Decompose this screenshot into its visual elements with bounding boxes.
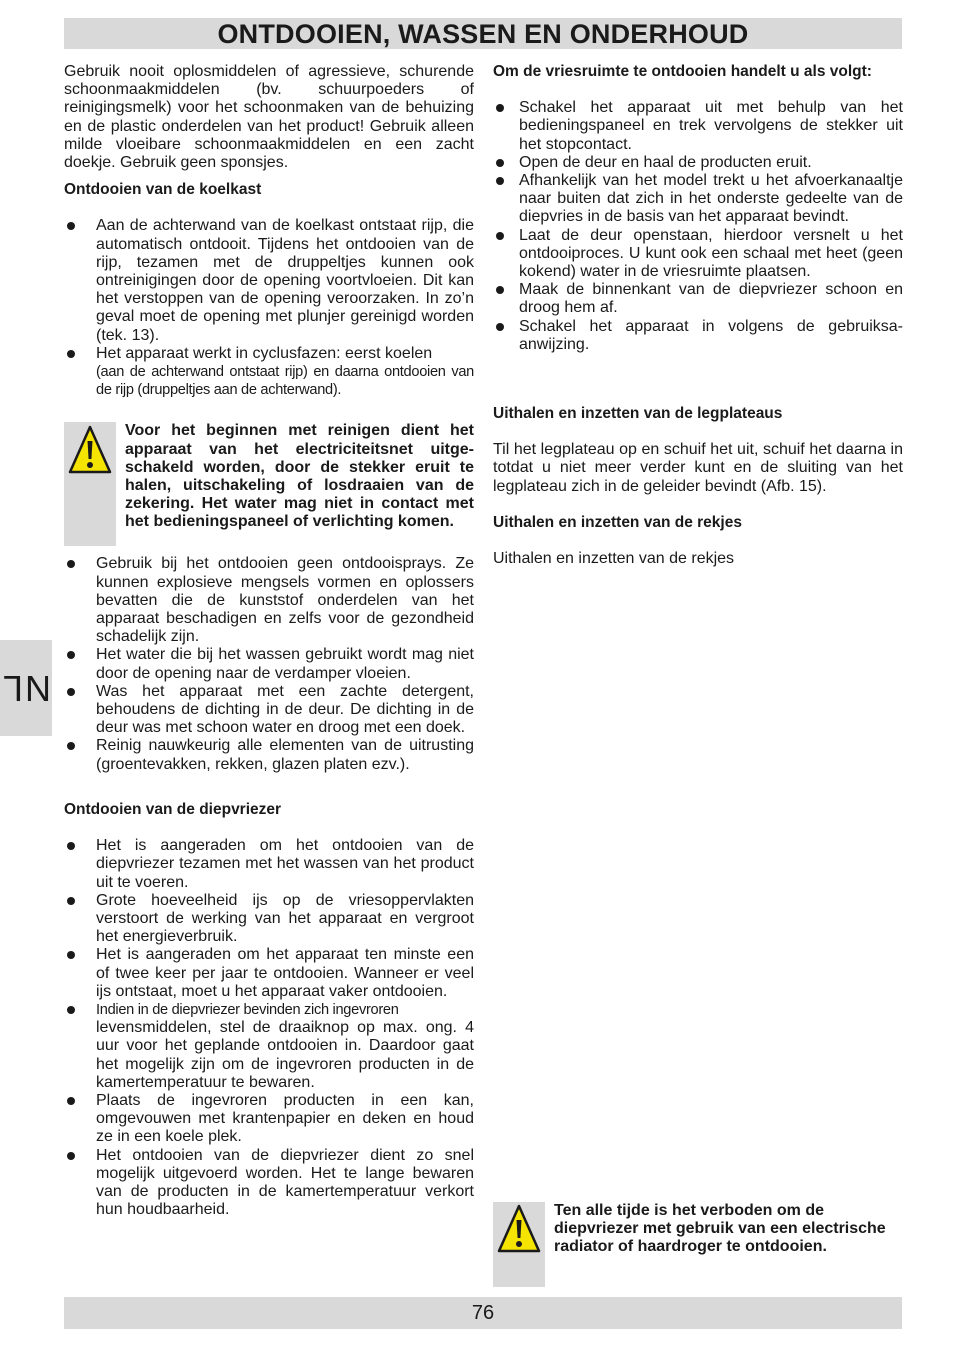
freezer-procedure-list: [493, 99, 903, 354]
language-tab: [0, 640, 52, 736]
warning-triangle-icon: [497, 1204, 541, 1254]
list-item: Gebruik bij het ontdooien geen ontdooisprays. Ze kunnen explosieve mengsels vormen en oplossers bevatten die de kunststof onderdelen van het apparaat beschadigen en zelfs voor de gezondheid schadelijk zijn.: [64, 555, 474, 646]
list-item: Grote hoeveelheid ijs op de vriesoppervlakten verstoort de werking van het apparaat en vergroot het energieverbruik.: [64, 892, 474, 947]
racks-heading: Uithalen en inzetten van de rekjes: [493, 513, 742, 531]
list-item: Indien in de diepvriezer bevinden zich ingevroren levensmiddelen, stel de draaiknop op max. ong. 4 uur voor het geplande ontdooien in. Daardoor gaat het mogelijk zijn om de ingevroren producten in de kamertemperatuur te bewaren.: [64, 1001, 474, 1092]
cleaning-warning: [64, 422, 474, 546]
list-item: Plaats de ingevroren producten in een kan, omgevouwen met krantenpapier en deken en houd ze in een koele plek.: [64, 1092, 474, 1147]
list-item: Was het apparaat met een zachte detergent, behoudens de dichting in de deur. De dichting in de deur was met schoon water en droog met een doek.: [64, 683, 474, 738]
bullet-icon: [496, 177, 504, 185]
language-tab-label: NL: [0, 668, 52, 709]
bullet-icon: [67, 560, 75, 568]
fridge-defrost-heading: Ontdooien van de koelkast: [64, 181, 262, 199]
shelves-heading: Uithalen en inzetten van de legplateaus: [493, 405, 783, 423]
shelves-paragraph: Til het legplateau op en schuif het uit, schuif het daarna in totdat u niet meer verder kunt en de sluiting van het legplateau zich in de geleider bevindt (Afb. 15).: [493, 441, 903, 495]
bullet-icon: [496, 104, 504, 112]
freezer-procedure-heading: Om de vriesruimte te ontdooien handelt u als volgt:: [493, 63, 872, 80]
page-footer: [64, 1297, 902, 1329]
page-number: 76: [471, 1302, 495, 1324]
warning-panel: [493, 1202, 545, 1287]
bullet-icon: [67, 1152, 75, 1160]
list-item: Schakel het apparaat uit met behulp van het bedieningspaneel en trek vervolgens de stekker uit het stopcontact.: [493, 99, 903, 154]
bullet-icon: [496, 159, 504, 167]
bullet-icon: [67, 350, 75, 358]
bullet-icon: [67, 651, 75, 659]
bullet-icon: [67, 842, 75, 850]
list-item: Het apparaat werkt in cyclusfazen: eerst koelen (aan de achterwand ontstaat rijp) en daarna ontdooien van de rijp (druppeltjes aan de achterwand).: [64, 345, 474, 400]
freezer-defrost-list: [64, 837, 474, 1219]
list-item: Aan de achterwand van de koelkast ontstaat rijp, die automatisch ontdooit. Tijdens het ontdooien van de rijp, tezamen met de druppeltjes kunnen ook ontreinigingen door de opening voortvloeien. Dit kan het verstoppen van de opening veroorzaken. In zo’n geval moet de opening met plunjer gereinigd worden (tek. 13).: [64, 217, 474, 344]
warning-panel: [64, 422, 116, 546]
bullet-icon: [67, 951, 75, 959]
list-item: Laat de deur openstaan, hierdoor versnelt u het ontdooiproces. U kunt ook een schaal met heet (geen kokend) water in de vriesruimte plaatsen.: [493, 227, 903, 282]
freezer-warning: [493, 1202, 903, 1287]
warning-text: Ten alle tijde is het verboden om de diepvriezer met gebruik van een electrische radiator of haardroger te ontdooien.: [554, 1202, 886, 1256]
warning-text: Voor het beginnen met reinigen dient het apparaat van het electriciteitsnet uitgeschakeld worden, door de stekker eruit te halen, uitschakeling of losdraaien van de zekering. Het water mag niet in contact met het bedieningspaneel of verlichting komen.: [125, 422, 474, 531]
bullet-icon: [496, 323, 504, 331]
list-item: Open de deur en haal de producten eruit.: [493, 154, 903, 172]
page-title: ONTDOOIEN, WASSEN EN ONDERHOUD: [64, 18, 902, 49]
bullet-icon: [67, 897, 75, 905]
list-item: Het is aangeraden om het ontdooien van de diepvriezer tezamen met het wassen van het product uit te voeren.: [64, 837, 474, 892]
freezer-defrost-heading: Ontdooien van de diepvriezer: [64, 800, 282, 818]
bullet-icon: [496, 232, 504, 240]
list-item: Maak de binnenkant van de diepvriezer schoon en droog hem af.: [493, 281, 903, 317]
bullet-icon: [67, 742, 75, 750]
bullet-icon: [67, 222, 75, 230]
list-item: Schakel het apparaat in volgens de gebruiksaanwijzing.: [493, 318, 903, 354]
right-column: [493, 63, 903, 568]
fridge-defrost-list: [64, 217, 474, 399]
cleaning-list: [64, 555, 474, 773]
left-column: [64, 63, 474, 1219]
list-item: Het ontdooien van de diepvriezer dient zo snel mogelijk uitgevoerd worden. Het te lange bewaren van de producten in de kamertemperatuur verkort hun houdbaarheid.: [64, 1147, 474, 1220]
list-item: Reinig nauwkeurig alle elementen van de uitrusting (groentevakken, rekken, glazen platen ezv.).: [64, 737, 474, 773]
bullet-icon: [67, 1006, 75, 1014]
bullet-icon: [67, 1097, 75, 1105]
list-item: Het is aangeraden om het apparaat ten minste een of twee keer per jaar te ontdooien. Wanneer er veel ijs ontstaat, moet u het apparaat vaker ontdooien.: [64, 946, 474, 1001]
list-item: Afhankelijk van het model trekt u het afvoerkanaaltje naar buiten dat zich in het onderste gedeelte van de diepvries in de basis van het apparaat bevindt.: [493, 172, 903, 227]
intro-paragraph: Gebruik nooit oplosmiddelen of agressieve, schurende schoonmaakmiddelen (bv. schuurpoeders of reinigingsmelk) voor het schoonmaken van de behuizing en de plastic onderdelen van het product! Gebruik alleen milde vloeibare schoonmaakmiddelen en een zacht doekje. Gebruik geen sponsjes.: [64, 63, 474, 172]
bullet-icon: [496, 286, 504, 294]
bullet-icon: [67, 688, 75, 696]
list-item: Het water die bij het wassen gebruikt wordt mag niet door de opening naar de verdamper vloeien.: [64, 646, 474, 682]
racks-paragraph: Uithalen en inzetten van de rekjes: [493, 550, 735, 568]
warning-triangle-icon: [68, 425, 112, 475]
